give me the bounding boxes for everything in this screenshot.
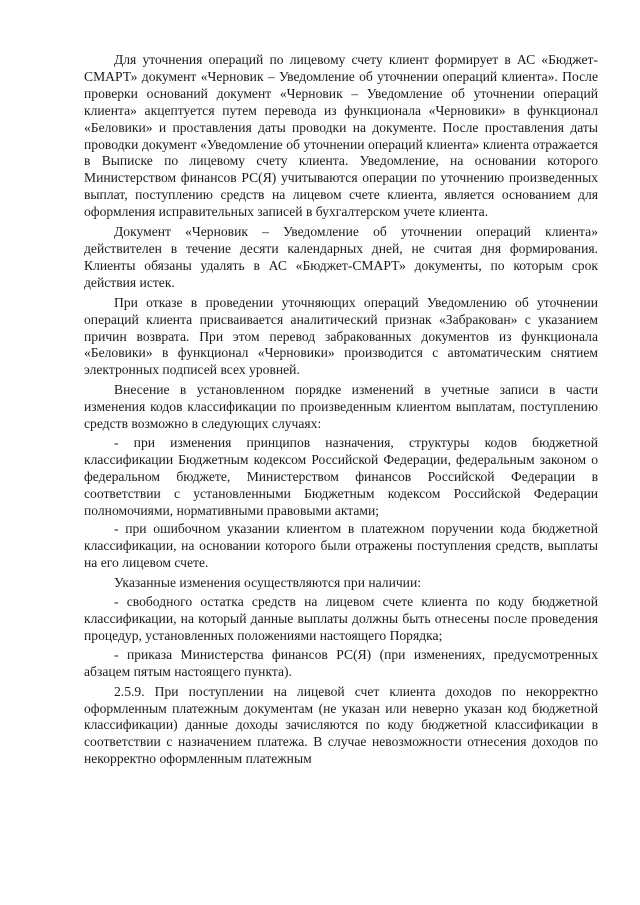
paragraph-2-5-9: 2.5.9. При поступлении на лицевой счет клиента доходов по некорректно оформленным платежным документам (не указан или неверно указан код бюджетной классификации) данные доходы зачисляются по коду бюджетной классификации в соответствии с назначением платежа. В случае невозможности отнесения доходов по некорректно оформленным платежным — [84, 683, 598, 767]
paragraph-draft-validity: Документ «Черновик – Уведомление об уточнении операций клиента» действителен в течение десяти календарных дней, не считая дня формирования. Клиенты обязаны удалять в АС «Бюджет-СМАРТ» документы, по которым срок действия истек. — [84, 224, 598, 290]
list-item-ministry-order: - приказа Министерства финансов РС(Я) (при изменениях, предусмотренных абзацем пятым настоящего пункта). — [84, 646, 598, 679]
list-item-free-balance: - свободного остатка средств на лицевом счете клиента по коду бюджетной классификации, на который данные выплаты должны быть отнесены после проведения процедур, установленных положениями настоящего Порядка; — [84, 594, 598, 643]
paragraph-clarification-procedure: Для уточнения операций по лицевому счету клиент формирует в АС «Бюджет-СМАРТ» документ «Черновик – Уведомление об уточнении операций клиента». После проверки оснований документ «Черновик – Уведомление об уточнении операций клиента» акцептуется путем перевода из функционала «Черновики» в функционал «Беловики» и проставления даты проводки на документе. После проставления даты проводки документ «Уведомление об уточнении операций клиента» клиента отражается в Выписке по лицевому счету клиента. Уведомление, на основании которого Министерством финансов РС(Я) учитываются операции по уточнению произведенных выплат, поступлению средств на лицевом счете клиента, является основанием для оформления исправительных записей в бухгалтерском учете клиента. — [84, 52, 598, 220]
list-item-erroneous-code: - при ошибочном указании клиентом в платежном поручении кода бюджетной классификации, на основании которого были отражены поступления средств, выплаты на его лицевом счете. — [84, 521, 598, 571]
list-item-classification-change: - при изменения принципов назначения, структуры кодов бюджетной классификации Бюджетным кодексом Российской Федерации, федеральным законом о федеральном бюджете, Министерством финансов Российской Федерации в соответствии с установленными Бюджетным кодексом Российской Федерации полномочиями, нормативными правовыми актами; — [84, 434, 598, 518]
paragraph-conditions: Указанные изменения осуществляются при наличии: — [114, 575, 422, 591]
paragraph-refusal: При отказе в проведении уточняющих операций Уведомлению об уточнении операций клиента присваивается аналитический признак «Забракован» с указанием причин возврата. При этом перевод забракованных документов из функционала «Беловики» в функционал «Черновики» производится с автоматическим снятием электронных подписей всех уровней. — [84, 294, 598, 378]
paragraph-code-changes: Внесение в установленном порядке изменений в учетные записи в части изменения кодов классификации по произведенным клиентом выплатам, поступлению средств возможно в следующих случаях: — [84, 382, 598, 432]
document-page — [84, 52, 598, 768]
